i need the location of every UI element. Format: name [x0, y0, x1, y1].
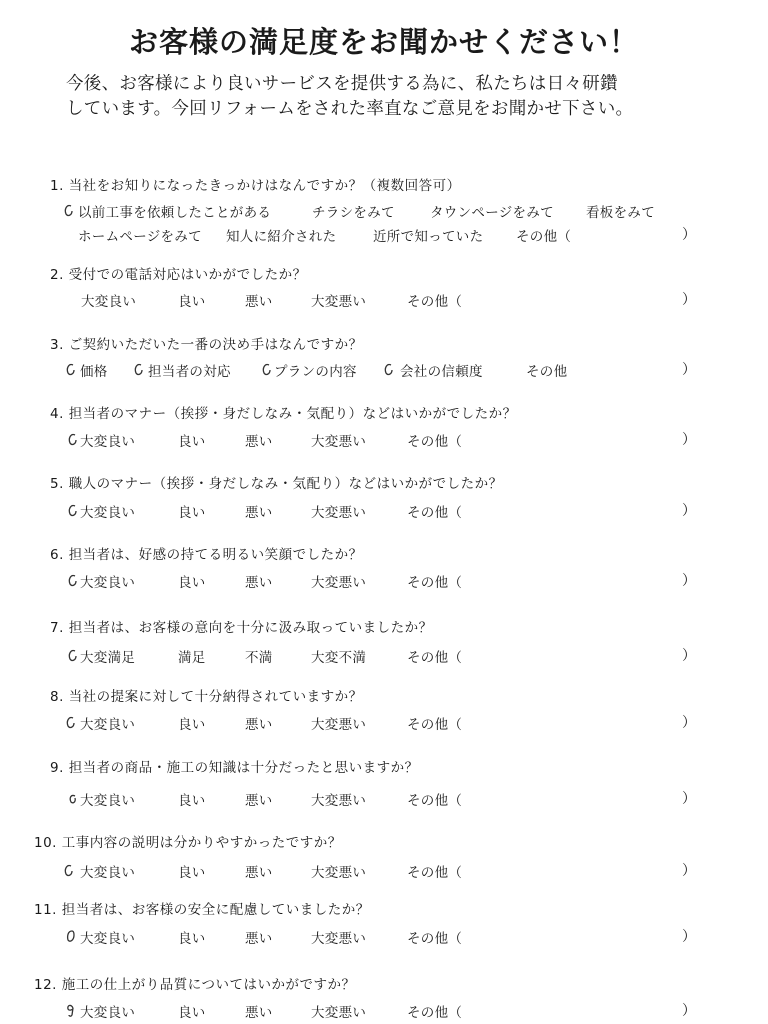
option-label[interactable]: 大変悪い: [311, 793, 367, 809]
handwritten-circle-icon: [66, 363, 76, 375]
other-close-paren: ）: [682, 791, 696, 807]
question-5: [50, 472, 503, 492]
option-checkbox-label[interactable]: ホームページをみて: [78, 229, 202, 245]
other-close-paren: ）: [682, 432, 696, 448]
option-label[interactable]: 良い: [178, 1005, 206, 1021]
option-label[interactable]: 会社の信頼度: [400, 364, 483, 380]
option-checkbox-label[interactable]: 看板をみて: [586, 205, 655, 221]
option-other-label[interactable]: その他（: [407, 294, 463, 310]
question-text: 当社の提案に対して十分納得されていますか？: [68, 689, 363, 705]
question-7: [50, 616, 433, 636]
other-close-paren: ）: [682, 1003, 696, 1019]
option-label[interactable]: 良い: [178, 434, 206, 450]
question-text: ご契約いただいた一番の決め手はなんですか？: [68, 337, 363, 353]
option-label[interactable]: 大変良い: [80, 865, 136, 881]
other-close-paren: ）: [682, 503, 696, 519]
option-other-label[interactable]: その他: [526, 364, 568, 380]
option-label[interactable]: 大変悪い: [311, 717, 367, 733]
question-number: 12.: [34, 977, 57, 993]
question-number: 8.: [50, 689, 64, 705]
option-label[interactable]: 悪い: [245, 1005, 273, 1021]
option-label[interactable]: 大変良い: [81, 294, 137, 310]
other-close-paren: ）: [682, 929, 696, 945]
question-text: 工事内容の説明は分かりやすかったですか？: [61, 835, 342, 851]
handwritten-circle-icon: [134, 363, 144, 375]
option-label[interactable]: 大変満足: [80, 650, 136, 666]
option-label[interactable]: 良い: [178, 575, 206, 591]
option-label[interactable]: 悪い: [245, 793, 273, 809]
option-other-label[interactable]: その他（: [407, 505, 463, 521]
option-label[interactable]: 大変悪い: [311, 865, 367, 881]
handwritten-circle-icon: [68, 504, 78, 516]
question-6: [50, 543, 363, 563]
question-2: [50, 263, 307, 283]
option-label[interactable]: 悪い: [245, 505, 273, 521]
option-label[interactable]: 良い: [178, 931, 206, 947]
survey-title: お客様の満足度をお聞かせください！: [128, 25, 639, 59]
question-number: 1.: [50, 178, 64, 194]
option-label[interactable]: 大変悪い: [311, 1005, 367, 1021]
question-number: 2.: [50, 267, 64, 283]
option-other-label[interactable]: その他（: [407, 1005, 463, 1021]
option-label[interactable]: 大変良い: [80, 717, 136, 733]
option-other-label[interactable]: その他（: [407, 793, 463, 809]
option-label[interactable]: 良い: [178, 505, 206, 521]
other-close-paren: ）: [682, 863, 696, 879]
option-label[interactable]: 大変良い: [80, 931, 136, 947]
option-label[interactable]: 満足: [178, 650, 206, 666]
question-3: [50, 333, 363, 353]
question-4: [50, 402, 517, 422]
option-label[interactable]: 不満: [245, 650, 273, 666]
option-label[interactable]: 大変悪い: [311, 931, 367, 947]
option-checkbox-label[interactable]: 近所で知っていた: [373, 229, 484, 245]
question-text: 職人のマナー（挨拶・身だしなみ・気配り）などはいかがでしたか？: [68, 476, 503, 492]
option-label[interactable]: 大変不満: [311, 650, 367, 666]
option-checkbox-label[interactable]: タウンページをみて: [430, 205, 554, 221]
handwritten-circle-icon: [384, 363, 394, 375]
handwritten-circle-icon: [68, 793, 78, 805]
option-label[interactable]: 悪い: [245, 434, 273, 450]
option-label[interactable]: 良い: [178, 717, 206, 733]
option-label[interactable]: 悪い: [245, 931, 273, 947]
option-other-label[interactable]: その他（: [407, 931, 463, 947]
intro-line-2: しています。今回リフォームをされた率直なご意見をお聞かせ下さい。: [66, 99, 634, 119]
question-text: 担当者は、お客様の意向を十分に汲み取っていましたか？: [68, 620, 433, 636]
other-close-paren: ）: [682, 292, 696, 308]
handwritten-circle-icon: [66, 1003, 76, 1015]
option-label[interactable]: 大変良い: [80, 575, 136, 591]
handwritten-circle-icon: [68, 574, 78, 586]
question-number: 3.: [50, 337, 64, 353]
question-10: [34, 831, 342, 851]
question-1: [50, 174, 461, 194]
option-label[interactable]: 悪い: [245, 865, 273, 881]
option-label[interactable]: 担当者の対応: [148, 364, 231, 380]
question-number: 9.: [50, 760, 64, 776]
handwritten-circle-icon: [262, 363, 272, 375]
question-number: 7.: [50, 620, 64, 636]
option-label[interactable]: 大変悪い: [311, 434, 367, 450]
question-number: 5.: [50, 476, 64, 492]
handwritten-circle-icon: [68, 433, 78, 445]
option-label[interactable]: 悪い: [245, 717, 273, 733]
question-number: 11.: [34, 902, 57, 918]
handwritten-circle-icon: [66, 716, 76, 728]
question-text: 担当者のマナー（挨拶・身だしなみ・気配り）などはいかがでしたか？: [68, 406, 517, 422]
option-label[interactable]: 良い: [178, 865, 206, 881]
question-text: 当社をお知りになったきっかけはなんですか？（複数回答可）: [68, 178, 461, 194]
option-label[interactable]: 大変悪い: [311, 294, 367, 310]
question-11: [34, 898, 370, 918]
handwritten-circle-icon: [64, 204, 74, 216]
option-other-label[interactable]: その他（: [407, 575, 463, 591]
question-12: [34, 973, 356, 993]
question-number: 6.: [50, 547, 64, 563]
handwritten-circle-icon: [64, 864, 74, 876]
option-label[interactable]: 大変良い: [80, 505, 136, 521]
option-other-label[interactable]: その他（: [407, 650, 463, 666]
intro-line-1: 今後、お客様により良いサービスを提供する為に、私たちは日々研鑽: [66, 74, 618, 94]
option-other-label[interactable]: その他（: [516, 229, 572, 245]
other-close-paren: ）: [682, 573, 696, 589]
option-other-label[interactable]: その他（: [407, 717, 463, 733]
option-label[interactable]: 悪い: [245, 294, 273, 310]
other-close-paren: ）: [682, 715, 696, 731]
option-label[interactable]: 大変良い: [80, 793, 136, 809]
handwritten-circle-icon: [68, 649, 78, 661]
question-text: 担当者は、お客様の安全に配慮していましたか？: [61, 902, 370, 918]
question-number: 4.: [50, 406, 64, 422]
option-label[interactable]: 価格: [80, 364, 108, 380]
option-label[interactable]: 良い: [178, 294, 206, 310]
question-8: [50, 685, 363, 705]
option-checkbox-label[interactable]: チラシをみて: [312, 205, 395, 221]
other-close-paren: ）: [682, 648, 696, 664]
option-label[interactable]: 良い: [178, 793, 206, 809]
option-label[interactable]: 大変良い: [80, 1005, 136, 1021]
option-label[interactable]: プランの内容: [274, 364, 357, 380]
option-label[interactable]: 大変悪い: [311, 575, 367, 591]
question-text: 受付での電話対応はいかがでしたか？: [68, 267, 307, 283]
option-checkbox-label[interactable]: 知人に紹介された: [226, 229, 337, 245]
option-label[interactable]: 大変良い: [80, 434, 136, 450]
other-close-paren: ）: [682, 227, 696, 243]
option-checkbox-label[interactable]: 以前工事を依頼したことがある: [78, 205, 272, 221]
question-9: [50, 756, 419, 776]
question-number: 10.: [34, 835, 57, 851]
option-label[interactable]: 悪い: [245, 575, 273, 591]
option-other-label[interactable]: その他（: [407, 434, 463, 450]
handwritten-circle-icon: [66, 930, 76, 942]
question-text: 担当者は、好感の持てる明るい笑顔でしたか？: [68, 547, 363, 563]
option-label[interactable]: 大変悪い: [311, 505, 367, 521]
question-text: 施工の仕上がり品質についてはいかがですか？: [61, 977, 356, 993]
option-other-label[interactable]: その他（: [407, 865, 463, 881]
question-text: 担当者の商品・施工の知識は十分だったと思いますか？: [68, 760, 419, 776]
other-close-paren: ）: [682, 362, 696, 378]
